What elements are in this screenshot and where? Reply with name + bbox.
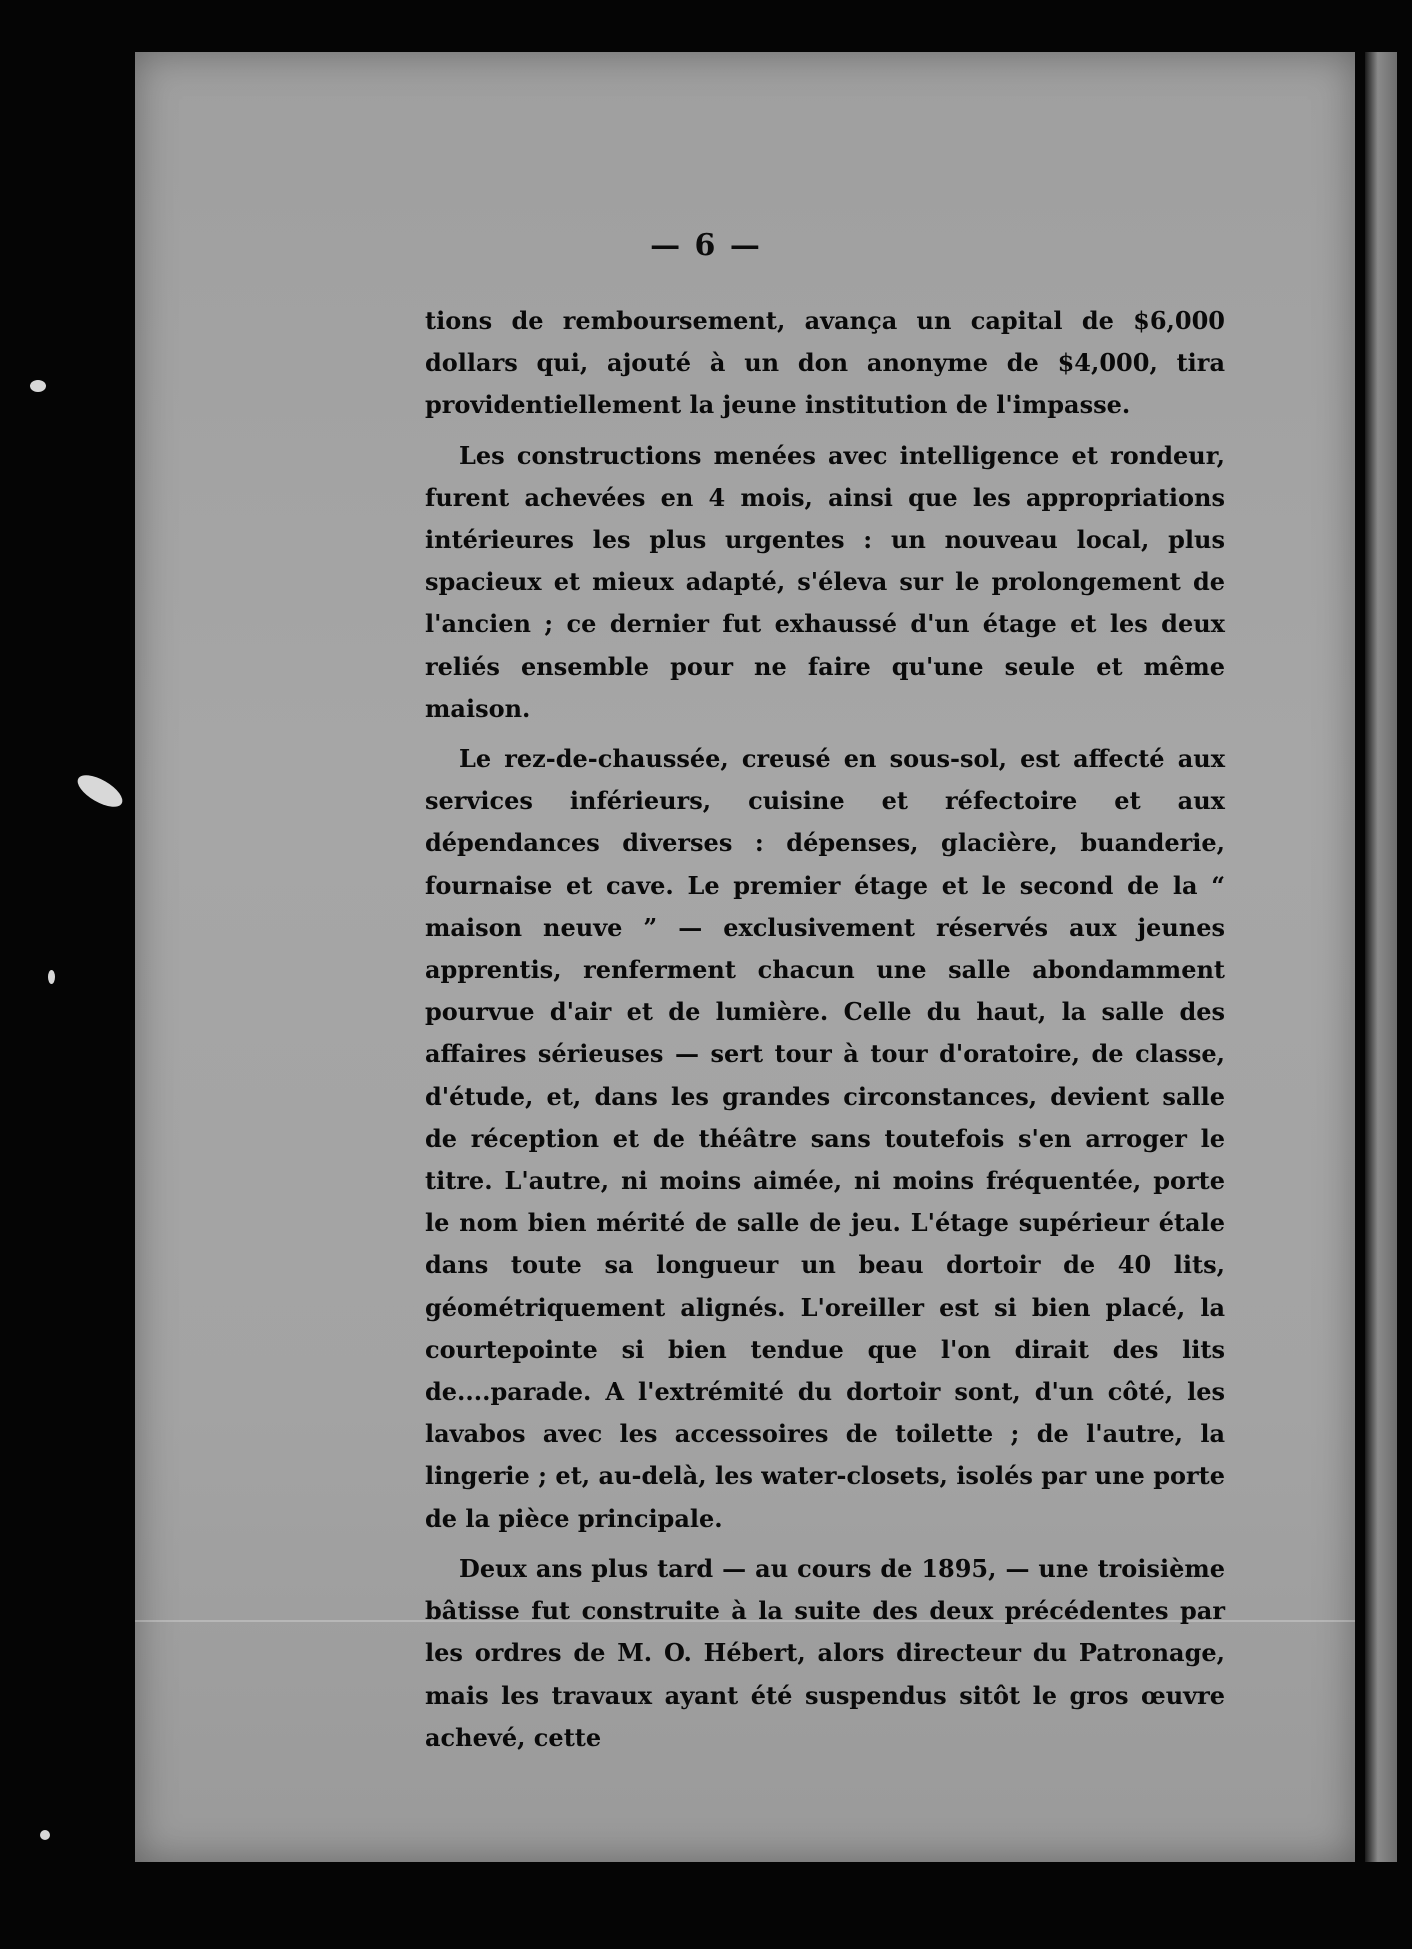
scan-speck xyxy=(30,380,46,392)
page-number: — 6 — xyxy=(650,228,762,263)
paragraph: Les constructions menées avec intelligence et rondeur, furent achevées en 4 mois, ainsi que les appropriations intérieures les plus urgentes : un nouveau local, plus spacieux et mieux adapté, s'éleva sur le prolongement de l'ancien ; ce dernier fut exhaussé d'un étage et les deux reliés ensemble pour ne faire qu'une seule et même maison. xyxy=(425,440,1225,723)
scan-speck xyxy=(40,1830,50,1840)
scan-speck xyxy=(48,970,55,984)
facing-page-edge xyxy=(1365,52,1397,1862)
paragraph: Le rez-de-chaussée, creusé en sous-sol, est affecté aux services inférieurs, cuisine et réfectoire et aux dépendances diverses : dépenses, glacière, buanderie, fournaise et cave. Le premier étage et le second de la “ maison neuve ” — exclusivement réservés aux jeunes apprentis, renferment chacun une salle abondamment pourvue d'air et de lumière. Celle du haut, la salle des affaires sérieuses — sert tour à tour d'oratoire, de classe, d'étude, et, dans les grandes circonstances, devient salle de réception et de théâtre sans toutefois s'en arroger le titre. L'autre, ni moins aimée, ni moins fréquentée, porte le nom bien mérité de salle de jeu. L'étage supérieur étale dans toute sa longueur un beau dortoir de 40 lits, géométriquement alignés. L'oreiller est si bien placé, la courtepointe si bien tendue que l'on dirait des lits de....parade. A l'extrémité du dortoir sont, d'un côté, les lavabos avec les accessoires de toilette ; de l'autre, la lingerie ; et, au-delà, les water-closets, isolés par une porte de la pièce principale. xyxy=(425,744,1225,1533)
body-text xyxy=(425,300,1225,1767)
paragraph: tions de remboursement, avança un capital de $6,000 dollars qui, ajouté à un don anonyme de $4,000, tira providentiellement la jeune institution de l'impasse. xyxy=(425,306,1225,420)
scan-speck xyxy=(73,769,127,813)
paragraph: Deux ans plus tard — au cours de 1895, — une troisième bâtisse fut construite à la suite des deux précédentes par les ordres de M. O. Hébert, alors directeur du Patronage, mais les travaux ayant été suspendus sitôt le gros œuvre achevé, cette xyxy=(425,1553,1225,1752)
